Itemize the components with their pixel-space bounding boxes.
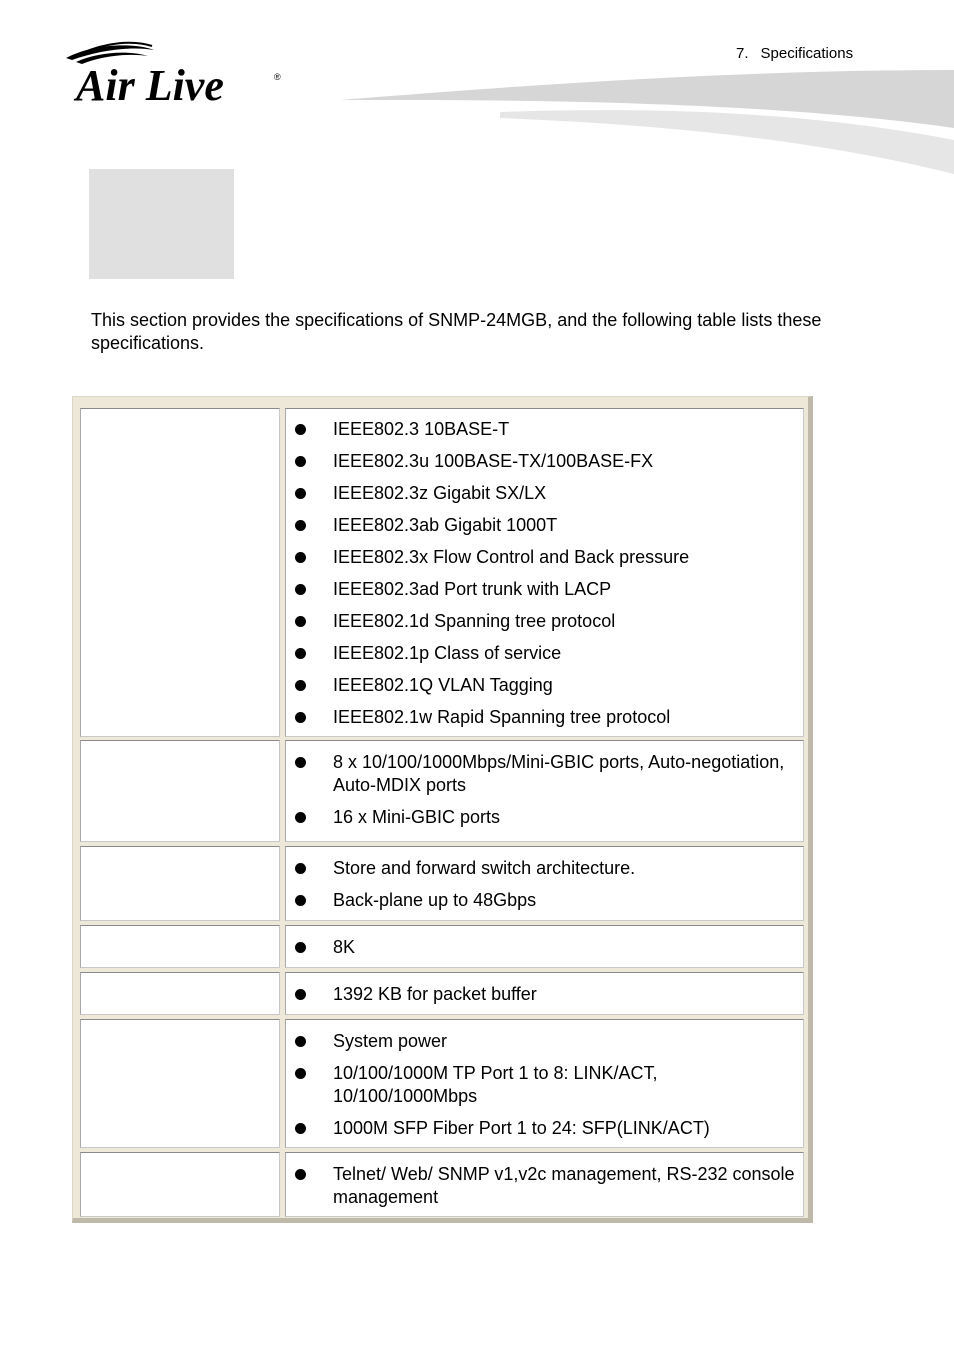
spec-item — [286, 1163, 803, 1209]
spec-item — [286, 889, 803, 912]
spec-item — [286, 936, 803, 959]
spec-list — [286, 1163, 803, 1209]
spec-item-text: IEEE802.1p Class of service — [333, 643, 562, 663]
spec-item-text: IEEE802.1Q VLAN Tagging — [333, 675, 553, 695]
spec-label-cell — [80, 925, 280, 968]
spec-label-cell — [80, 740, 280, 842]
spec-item-text: IEEE802.3ab Gigabit 1000T — [333, 515, 558, 535]
spec-item — [286, 751, 803, 797]
spec-item — [286, 610, 803, 633]
spec-item-text: 8 x 10/100/1000Mbps/Mini-GBIC ports, Auto-negotiation, Auto-MDIX ports — [333, 752, 785, 795]
spec-item — [286, 857, 803, 880]
specifications-table — [72, 396, 813, 1223]
spec-item-text: 10/100/1000M TP Port 1 to 8: LINK/ACT, 10/100/1000Mbps — [333, 1063, 658, 1106]
spec-list — [286, 418, 803, 729]
bullet-icon — [295, 989, 306, 1000]
bullet-icon — [295, 424, 306, 435]
bullet-icon — [295, 812, 306, 823]
spec-label-cell — [80, 972, 280, 1015]
spec-value-cell — [285, 846, 804, 921]
spec-item-text: 8K — [333, 937, 356, 957]
bullet-icon — [295, 1169, 306, 1180]
registered-mark: ® — [274, 72, 281, 82]
spec-item-text: IEEE802.3ad Port trunk with LACP — [333, 579, 612, 599]
bullet-icon — [295, 895, 306, 906]
spec-label-cell — [80, 408, 280, 737]
spec-list — [286, 936, 803, 959]
spec-row — [80, 972, 804, 1015]
bullet-icon — [295, 584, 306, 595]
bullet-icon — [295, 616, 306, 627]
spec-item — [286, 546, 803, 569]
spec-row — [80, 408, 804, 737]
spec-item-text: System power — [333, 1031, 448, 1051]
spec-item-text: IEEE802.1d Spanning tree protocol — [333, 611, 616, 631]
spec-row — [80, 1019, 804, 1148]
spec-value-cell — [285, 740, 804, 842]
spec-item-text: 16 x Mini-GBIC ports — [333, 807, 501, 827]
bullet-icon — [295, 712, 306, 723]
spec-item — [286, 1030, 803, 1053]
bullet-icon — [295, 488, 306, 499]
spec-item — [286, 642, 803, 665]
spec-item-text: IEEE802.3u 100BASE-TX/100BASE-FX — [333, 451, 654, 471]
spec-label-cell — [80, 846, 280, 921]
spec-item — [286, 578, 803, 601]
spec-item — [286, 983, 803, 1006]
spec-row — [80, 1152, 804, 1217]
spec-label-cell — [80, 1019, 280, 1148]
bullet-icon — [295, 863, 306, 874]
chapter-number: 7. — [736, 45, 749, 62]
bullet-icon — [295, 757, 306, 768]
spec-item-text: Telnet/ Web/ SNMP v1,v2c management, RS-232 console management — [333, 1164, 795, 1207]
spec-label-cell — [80, 1152, 280, 1217]
spec-item-text: 1000M SFP Fiber Port 1 to 24: SFP(LINK/ACT) — [333, 1118, 710, 1138]
bullet-icon — [295, 456, 306, 467]
spec-list — [286, 751, 803, 829]
spec-item — [286, 1117, 803, 1140]
spec-item-text: IEEE802.1w Rapid Spanning tree protocol — [333, 707, 671, 727]
spec-item — [286, 482, 803, 505]
spec-item-text: IEEE802.3z Gigabit SX/LX — [333, 483, 547, 503]
bullet-icon — [295, 1036, 306, 1047]
bullet-icon — [295, 1068, 306, 1079]
bullet-icon — [295, 680, 306, 691]
spec-value-cell — [285, 1152, 804, 1217]
spec-item-text: Back-plane up to 48Gbps — [333, 890, 537, 910]
spec-list — [286, 983, 803, 1006]
spec-list — [286, 1030, 803, 1140]
spec-row — [80, 846, 804, 921]
spec-item — [286, 706, 803, 729]
bullet-icon — [295, 942, 306, 953]
spec-item-text: 1392 KB for packet buffer — [333, 984, 537, 1004]
spec-value-cell — [285, 972, 804, 1015]
spec-item — [286, 450, 803, 473]
spec-item — [286, 514, 803, 537]
spec-item-text: IEEE802.3 10BASE-T — [333, 419, 510, 439]
logo-wordmark: Air Live — [76, 61, 224, 106]
chapter-number-box — [89, 169, 234, 279]
chapter-header — [736, 45, 853, 62]
spec-list — [286, 857, 803, 912]
bullet-icon — [295, 552, 306, 563]
airlive-logo — [62, 40, 288, 106]
spec-value-cell — [285, 1019, 804, 1148]
bullet-icon — [295, 520, 306, 531]
spec-item — [286, 1062, 803, 1108]
spec-item — [286, 674, 803, 697]
bullet-icon — [295, 1123, 306, 1134]
intro-paragraph: This section provides the specifications of SNMP-24MGB, and the following table lists these specifications. — [91, 310, 822, 353]
chapter-title: Specifications — [760, 45, 854, 62]
spec-row — [80, 740, 804, 842]
spec-value-cell — [285, 408, 804, 737]
spec-item — [286, 806, 803, 829]
header-swoosh — [340, 66, 954, 178]
spec-item-text: IEEE802.3x Flow Control and Back pressure — [333, 547, 690, 567]
spec-item — [286, 418, 803, 441]
spec-row — [80, 925, 804, 968]
spec-value-cell — [285, 925, 804, 968]
bullet-icon — [295, 648, 306, 659]
spec-item-text: Store and forward switch architecture. — [333, 858, 636, 878]
